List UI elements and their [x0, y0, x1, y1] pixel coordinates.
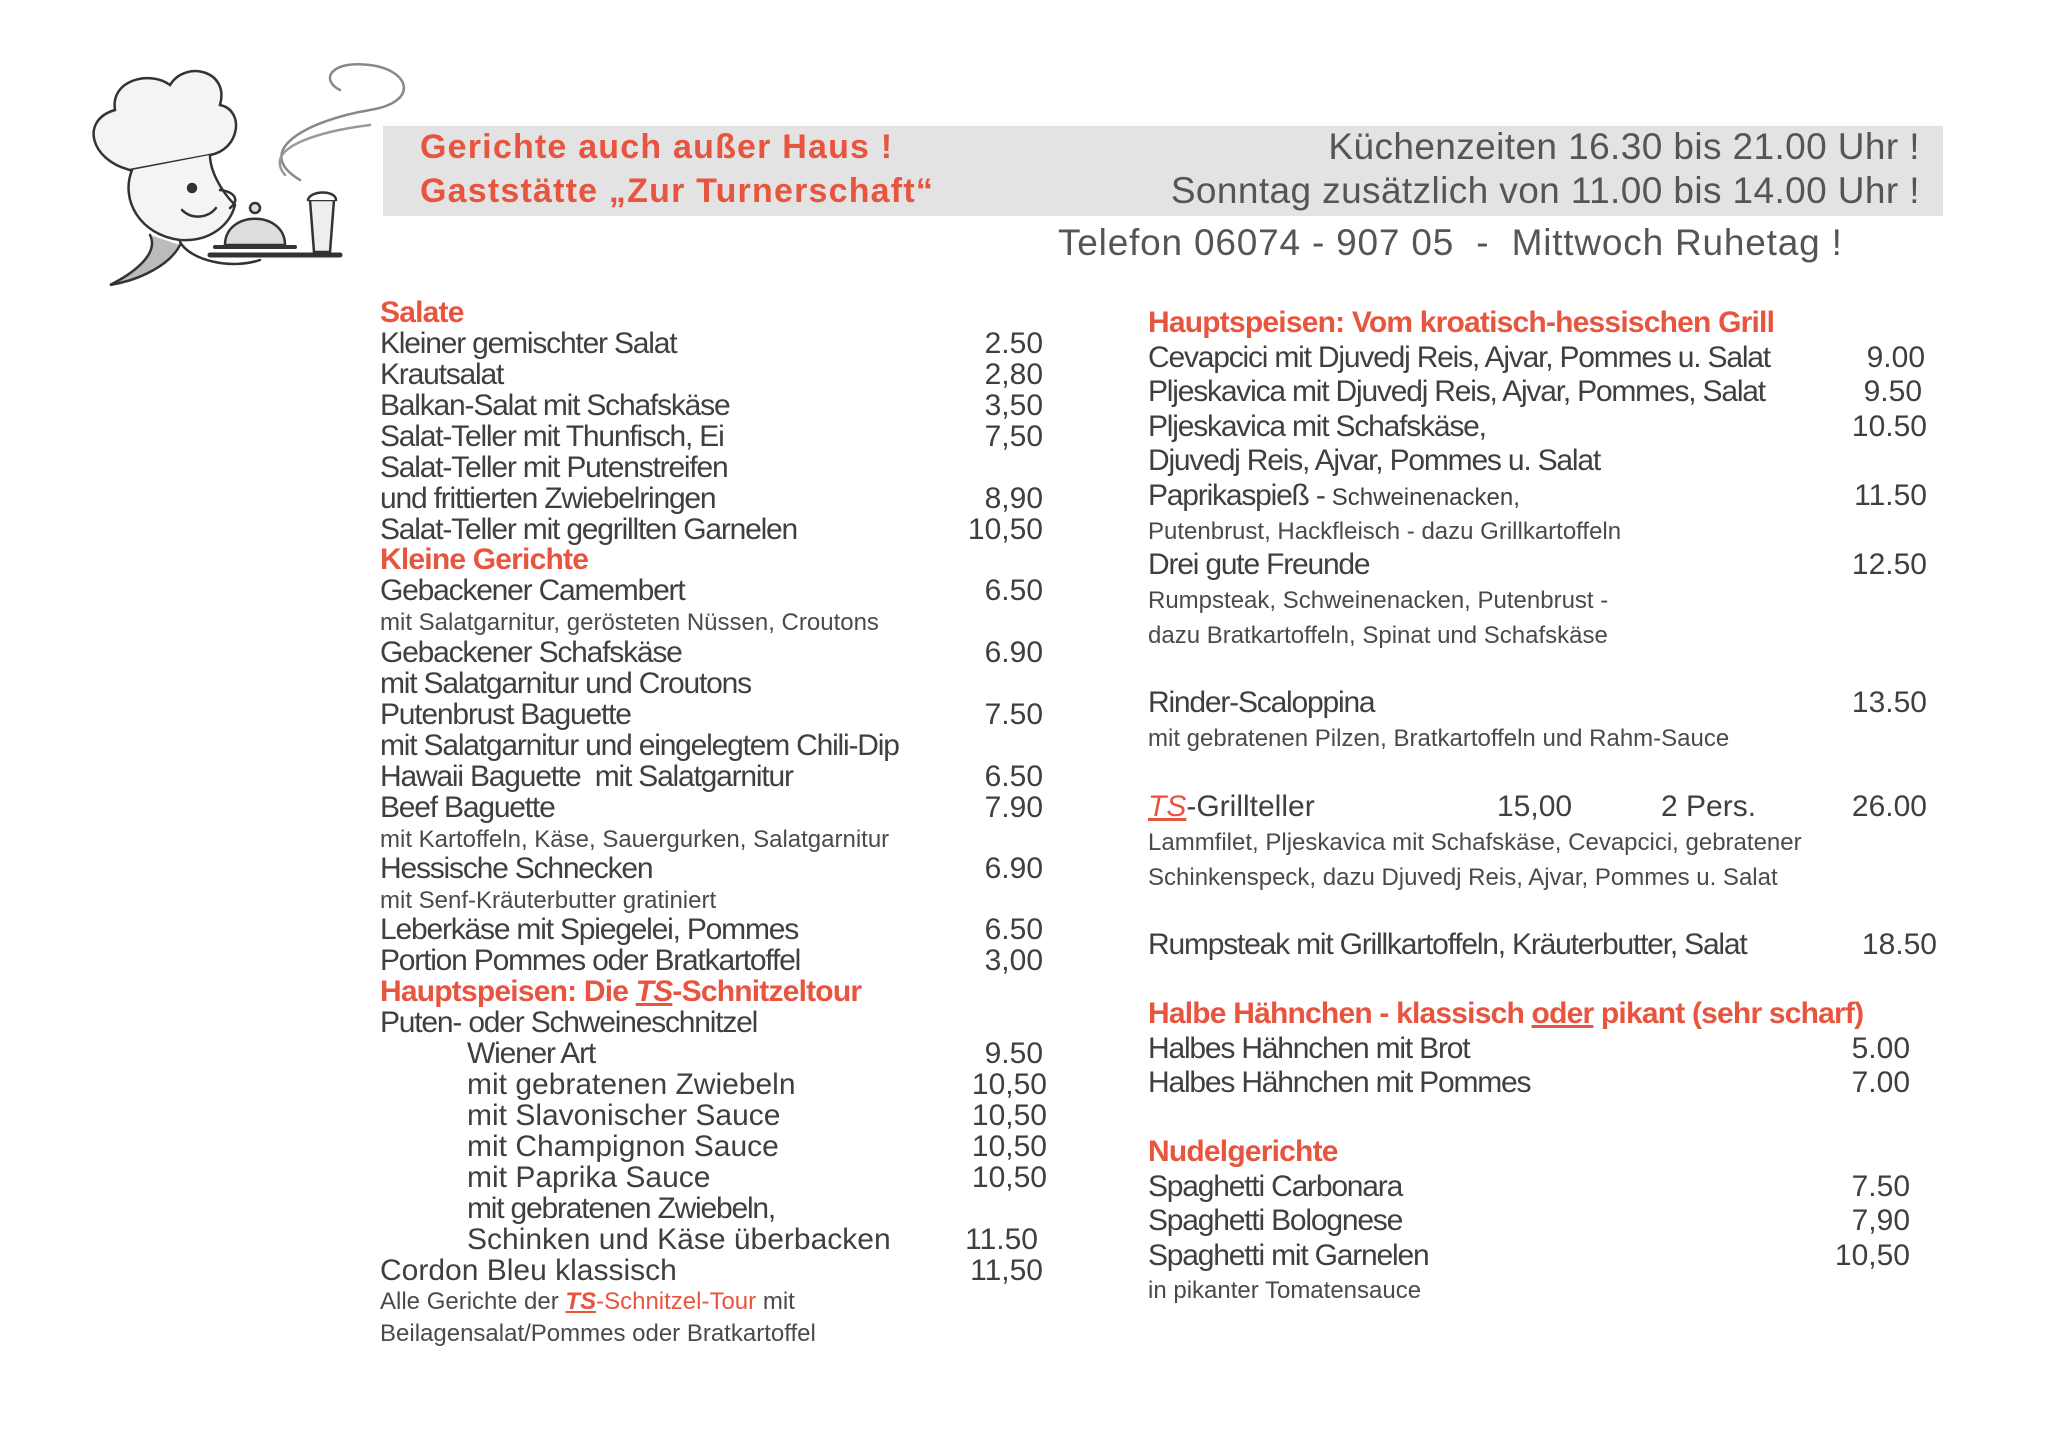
menu-item-price: 3,50	[984, 389, 1043, 422]
menu-item-price: 7.00	[1851, 1066, 1910, 1099]
menu-item-name: Spaghetti Carbonara	[1148, 1170, 1403, 1203]
menu-item-price: 7,90	[1851, 1204, 1910, 1237]
menu-item-price: 6.50	[984, 574, 1043, 607]
menu-item-description: dazu Bratkartoffeln, Spinat und Schafskäse	[1148, 622, 1608, 649]
section-title-nudelgerichte: Nudelgerichte	[1148, 1135, 1338, 1168]
menu-item-name: Putenbrust Baguette	[380, 698, 631, 731]
menu-item-name: Hessische Schnecken	[380, 852, 653, 885]
menu-item-name: Rumpsteak mit Grillkartoffeln, Kräuterbutter, Salat	[1148, 928, 1747, 961]
menu-item-name: Gebackener Schafskäse	[380, 636, 682, 669]
menu-item-price: 9.50	[984, 1037, 1043, 1070]
menu-item-price: 10,50	[971, 1161, 1047, 1194]
menu-item-name: mit Champignon Sauce	[467, 1130, 779, 1163]
menu-item-name: mit Slavonischer Sauce	[467, 1099, 781, 1132]
menu-item-price: 6.50	[984, 913, 1043, 946]
menu-item-name: Djuvedj Reis, Ajvar, Pommes u. Salat	[1148, 444, 1601, 477]
menu-item-price: 11.50	[965, 1223, 1038, 1256]
menu-item-price: 12.50	[1851, 548, 1927, 581]
menu-item-name: Kleiner gemischter Salat	[380, 327, 677, 360]
section-title-schnitzeltour: Hauptspeisen: Die TS-Schnitzeltour	[380, 975, 862, 1008]
menu-item-name: Balkan-Salat mit Schafskäse	[380, 389, 730, 422]
menu-item-price: 7.50	[984, 698, 1043, 731]
menu-item-price: 7.50	[1851, 1170, 1910, 1203]
menu-item-price: 11.50	[1854, 479, 1927, 512]
menu-item-name: Rinder-Scaloppina	[1148, 686, 1375, 719]
menu-item-description: mit gebratenen Pilzen, Bratkartoffeln und Rahm-Sauce	[1148, 725, 1730, 752]
menu-item-description: mit Salatgarnitur, gerösteten Nüssen, Croutons	[380, 609, 879, 636]
restaurant-name: Gaststätte „Zur Turnerschaft“	[420, 172, 935, 210]
menu-item-price: 7.90	[984, 791, 1043, 824]
menu-item-name: Beef Baguette	[380, 791, 555, 824]
menu-item-name: Schinken und Käse überbacken	[467, 1223, 891, 1256]
menu-item-description: mit Kartoffeln, Käse, Sauergurken, Salatgarnitur	[380, 826, 890, 853]
menu-item-description: Rumpsteak, Schweinenacken, Putenbrust -	[1148, 587, 1609, 614]
menu-item-name: Puten- oder Schweineschnitzel	[380, 1006, 758, 1039]
menu-item-description: mit Salatgarnitur und eingelegtem Chili-Dip	[380, 729, 899, 762]
menu-item-description: mit Senf-Kräuterbutter gratiniert	[380, 887, 717, 914]
menu-item-name: mit gebratenen Zwiebeln	[467, 1068, 796, 1101]
menu-item-price: 3,00	[984, 944, 1043, 977]
menu-item-name: Salat-Teller mit Putenstreifen	[380, 451, 728, 484]
menu-item-price: 13.50	[1851, 686, 1927, 719]
menu-item-description: in pikanter Tomatensauce	[1148, 1277, 1422, 1304]
menu-item-name: Drei gute Freunde	[1148, 548, 1370, 581]
menu-item-name: Hawaii Baguette mit Salatgarnitur	[380, 760, 793, 793]
schnitzel-tour-note-line2: Beilagensalat/Pommes oder Bratkartoffel	[380, 1320, 816, 1347]
menu-item-price: 7,50	[984, 420, 1043, 453]
menu-item-price: 2.50	[984, 327, 1043, 360]
menu-item-description: Putenbrust, Hackfleisch - dazu Grillkartoffeln	[1148, 518, 1622, 545]
menu-item-name: Krautsalat	[380, 358, 504, 391]
section-title-haehnchen: Halbe Hähnchen - klassisch oder pikant (sehr scharf)	[1148, 997, 1864, 1030]
menu-item-price: 10,50	[1834, 1239, 1910, 1272]
menu-item-description: mit Salatgarnitur und Croutons	[380, 667, 751, 700]
menu-item-description: Lammfilet, Pljeskavica mit Schafskäse, Cevapcici, gebratener	[1148, 829, 1802, 856]
menu-item-price: 11,50	[970, 1254, 1043, 1287]
menu-item-price: 10,50	[971, 1099, 1047, 1132]
menu-item-name: Salat-Teller mit Thunfisch, Ei	[380, 420, 724, 453]
menu-item-name: Portion Pommes oder Bratkartoffel	[380, 944, 801, 977]
menu-item-name: Leberkäse mit Spiegelei, Pommes	[380, 913, 799, 946]
menu-item-name: Cevapcici mit Djuvedj Reis, Ajvar, Pommes u. Salat	[1148, 341, 1770, 374]
menu-item-price: 10,50	[967, 513, 1043, 546]
menu-item-name: Spaghetti mit Garnelen	[1148, 1239, 1429, 1272]
menu-item-price: 9.50	[1863, 375, 1922, 408]
menu-item-name: mit Paprika Sauce	[467, 1161, 711, 1194]
menu-item-price: 26.00	[1851, 790, 1927, 823]
menu-item-name: Halbes Hähnchen mit Brot	[1148, 1032, 1470, 1065]
section-title-salate: Salate	[380, 296, 464, 329]
menu-item-persons: 2 Pers.	[1661, 790, 1757, 823]
menu-item-price-single: 15,00	[1497, 790, 1573, 823]
section-title-kleine-gerichte: Kleine Gerichte	[380, 543, 589, 576]
menu-item-name: Gebackener Camembert	[380, 574, 685, 607]
kitchen-hours: Küchenzeiten 16.30 bis 21.00 Uhr !	[1328, 126, 1920, 167]
section-title-grill: Hauptspeisen: Vom kroatisch-hessischen Grill	[1148, 306, 1775, 339]
sunday-hours: Sonntag zusätzlich von 11.00 bis 14.00 Uhr !	[1170, 170, 1920, 211]
chef-waiter-illustration	[70, 30, 410, 300]
menu-item-description: Schinkenspeck, dazu Djuvedj Reis, Ajvar, Pommes u. Salat	[1148, 864, 1778, 891]
menu-item-name: Pljeskavica mit Schafskäse,	[1148, 410, 1486, 443]
menu-item-price: 18.50	[1861, 928, 1937, 961]
menu-item-name: Pljeskavica mit Djuvedj Reis, Ajvar, Pommes, Salat	[1148, 375, 1765, 408]
schnitzel-tour-note: Alle Gerichte der TS-Schnitzel-Tour mit	[380, 1288, 795, 1315]
menu-item-price: 6.90	[984, 852, 1043, 885]
menu-item-price: 5.00	[1851, 1032, 1910, 1065]
menu-item-name: Salat-Teller mit gegrillten Garnelen	[380, 513, 798, 546]
menu-item-name: Halbes Hähnchen mit Pommes	[1148, 1066, 1531, 1099]
menu-item-name: Wiener Art	[467, 1037, 596, 1070]
menu-item-price: 10,50	[971, 1068, 1047, 1101]
menu-item-price: 10,50	[971, 1130, 1047, 1163]
menu-item-price: 9.00	[1866, 341, 1925, 374]
menu-item-name: TS-Grillteller	[1148, 790, 1315, 823]
menu-item-name: und frittierten Zwiebelringen	[380, 482, 716, 515]
menu-item-price: 6.90	[984, 636, 1043, 669]
menu-item-name: Cordon Bleu klassisch	[380, 1254, 677, 1287]
menu-item-name: Paprikaspieß - Schweinenacken,	[1148, 479, 1520, 512]
menu-item-price: 2,80	[984, 358, 1043, 391]
menu-item-name: mit gebratenen Zwiebeln,	[467, 1192, 776, 1225]
menu-item-price: 10.50	[1851, 410, 1927, 443]
menu-item-name: Spaghetti Bolognese	[1148, 1204, 1403, 1237]
menu-item-price: 6.50	[984, 760, 1043, 793]
phone-and-rest-day: Telefon 06074 - 907 05 - Mittwoch Ruhetag !	[1058, 222, 1843, 263]
menu-item-price: 8,90	[984, 482, 1043, 515]
takeaway-notice: Gerichte auch außer Haus !	[420, 128, 894, 166]
